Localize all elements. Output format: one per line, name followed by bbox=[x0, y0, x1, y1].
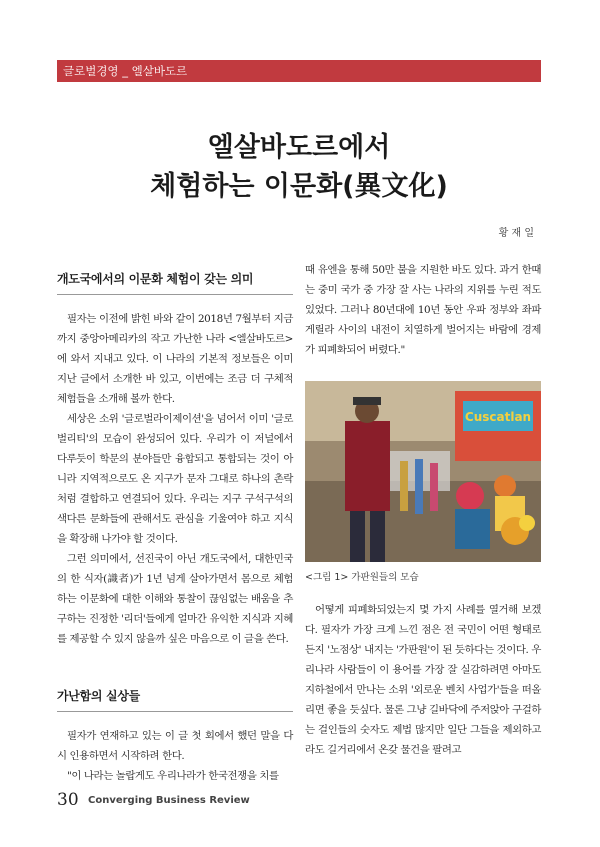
section-heading-meaning: 개도국에서의 이문화 체험이 갖는 의미 bbox=[57, 270, 293, 295]
section-heading-poverty: 가난함의 실상들 bbox=[57, 687, 293, 712]
section-header-label: 글로벌경영 _ 엘살바도르 bbox=[63, 64, 188, 78]
paragraph: 그런 의미에서, 선진국이 아닌 개도국에서, 대한민국의 한 식자(識者)가 1년 넘게 살아가면서 몸으로 체험하는 이문화에 대한 이해와 통찰이 끊임없는 배움을 추구하는 진정한 '리더'들에게 얼마간 유익한 지식과 지혜를 제공할 수 있지 않을까 싶은 마음으로 이 글을 쓴다. bbox=[57, 553, 293, 645]
paragraph: 세상은 소위 '글로벌라이제이션'을 넘어서 이미 '글로벌리티'의 모습이 완성되어 있다. 우리가 이 저널에서 다루듯이 학문의 분야들만 융합되고 통합되는 것이 아니라 지역적으로도 온 지구가 문자 그대로 하나의 촌락처럼 결합하고 연결되어 있다. 우리는 지구 구석구석의 색다른 문화들에 관해서도 관심을 기울여야 하고 지식을 확장해 나가야 할 것이다. bbox=[57, 413, 293, 545]
paragraph: 필자는 이전에 밝힌 바와 같이 2018년 7월부터 지금까지 중앙아메리카의 작고 가난한 나라 <엘살바도르>에 와서 지내고 있다. 이 나라의 기본적 정보들은 이미 지난 글에서 소개한 바 있고, 이번에는 조금 더 구체적 체험들을 소개해 볼까 한다. bbox=[57, 313, 293, 405]
svg-text:Cuscatlan: Cuscatlan bbox=[464, 410, 532, 424]
paragraph: 필자가 연재하고 있는 이 글 첫 회에서 했던 말을 다시 인용하면서 시작하려 한다. bbox=[57, 730, 293, 762]
photo-caption: <그림 1> 가판원들의 모습 bbox=[305, 572, 419, 583]
article-title-line-1: 엘살바도르에서 bbox=[207, 132, 391, 163]
article-title-line-2: 체험하는 이문화(異文化) bbox=[150, 171, 448, 202]
page-number: 30 bbox=[57, 790, 79, 810]
article-title bbox=[57, 128, 541, 206]
right-column-bottom bbox=[305, 600, 541, 760]
paragraph: 어떻게 피폐화되었는지 몇 가지 사례를 열거해 보겠다. 필자가 가장 크게 느낀 점은 전 국민이 어떤 형태로든지 '노점상' 내지는 '가판원'이 된 듯하다는 것이다. 우리나라 사람들이 이 용어를 가장 잘 실감하려면 아마도 지하철에서 만나는 소위 '외로운 벤치 사업가'들을 떠올리면 좋을 듯싶다. 물론 그냥 길바닥에 주저앉아 구걸하는 걸인들의 숫자도 제법 많지만 일단 그들을 제외하고라도 길거리에서 온갖 물건을 팔려고 bbox=[305, 604, 541, 756]
right-column-top bbox=[305, 260, 541, 360]
section-header-bar bbox=[57, 60, 541, 82]
paragraph-continuation: 때 유엔을 통해 50만 불을 지원한 바도 있다. 과거 한때는 중미 국가 중 가장 잘 사는 나라의 지위를 누린 적도 있었다. 그러나 80년대에 10년 동안 우파 정부와 좌파 게릴라 사이의 내전이 치열하게 벌어지는 바람에 경제가 피폐화되어 버렸다." bbox=[305, 264, 541, 356]
street-vendors-photo bbox=[305, 381, 541, 562]
journal-name: Converging Business Review bbox=[88, 795, 250, 806]
article-author: 황 재 일 bbox=[498, 228, 534, 239]
paragraph: "이 나라는 놀랍게도 우리나라가 한국전쟁을 치를 bbox=[67, 770, 279, 782]
left-column bbox=[57, 260, 293, 786]
